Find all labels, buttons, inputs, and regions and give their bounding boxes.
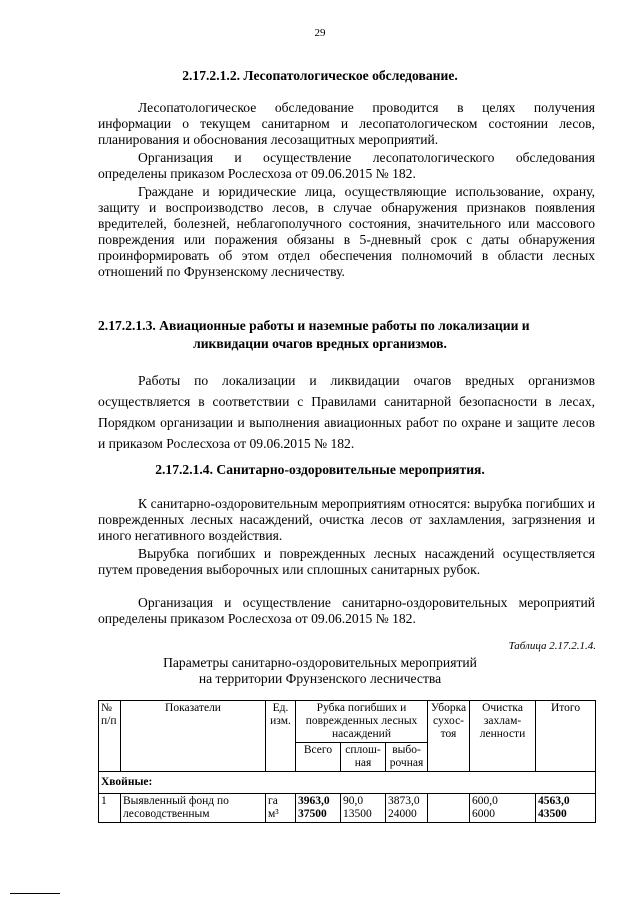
cell-value: 90,0: [343, 795, 364, 807]
cell-value: 4563,0: [538, 795, 570, 807]
header-felling-total: Всего: [296, 743, 341, 772]
table-title-line: на территории Фрунзенского лесничества: [198, 671, 442, 686]
header-felling-selective: выбо-рочная: [386, 743, 428, 772]
paragraph: Вырубка погибших и поврежденных лесных насаждений осуществляется путем проведения выборочных или сплошных санитарных рубок.: [98, 546, 595, 577]
section-heading-aviation-works-line1: 2.17.2.1.3. Авиационные работы и наземные работы по локализации и: [98, 318, 530, 333]
cell-unit-line: га: [268, 795, 278, 807]
cell-unit: [266, 794, 296, 823]
cell-deadwood: [428, 794, 470, 823]
cell-felling-total: [296, 794, 341, 823]
header-deadwood: Уборка сухос-тоя: [428, 701, 470, 772]
paragraph: Работы по локализации и ликвидации очагов вредных организмов осуществляется в соответствии с Правилами санитарной безопасности в лесах, Порядком организации и выполнения авиационных работ по охране и защите лесов и приказом Рослесхоза от 09.06.2015 № 182.: [98, 373, 595, 451]
header-felling: Рубка погибших и поврежденных лесных насаждений: [296, 701, 428, 743]
header-felling-clear: сплош-ная: [341, 743, 386, 772]
cell-value: 3963,0: [298, 795, 330, 807]
group-label-conifers: Хвойные:: [99, 772, 596, 794]
table-title-line: Параметры санитарно-оздоровительных мероприятий: [163, 655, 477, 670]
paragraph: Лесопатологическое обследование проводится в целях получения информации о текущем санитарном и лесопатологическом состоянии лесов, планирования и обоснования лесозащитных мероприятий.: [98, 100, 595, 147]
paragraph: Граждане и юридические лица, осуществляющие использование, охрану, защиту и воспроизводство лесов, в случае обнаружения признаков появления вредителей, болезней, неблагополучного состояния, значительного или массового повреждения или поражения обязаны в 5-дневный срок с даты обнаружения проинформировать об этом отдел обеспечения полномочий в области лесных отношений по Фрунзенскому лесничеству.: [98, 184, 595, 279]
cell-value: 37500: [298, 808, 327, 820]
header-unit: Ед. изм.: [266, 701, 296, 772]
cell-cleaning: [470, 794, 536, 823]
header-cleaning: Очистка захлам-ленности: [470, 701, 536, 772]
cell-felling-clear: [341, 794, 386, 823]
section-heading-sanitary-measures: 2.17.2.1.4. Санитарно-оздоровительные мероприятия.: [155, 462, 485, 477]
header-indicators: Показатели: [121, 701, 266, 772]
paragraph: Организация и осуществление санитарно-оздоровительных мероприятий определены приказом Рослесхоза от 09.06.2015 № 182.: [98, 595, 595, 626]
cell-indicator-line: Выявленный фонд по: [123, 795, 229, 807]
cell-value: 600,0: [472, 795, 498, 807]
footnote-separator: [10, 893, 60, 894]
cell-felling-selective: [386, 794, 428, 823]
table-group-row: [99, 772, 596, 794]
cell-total: [536, 794, 596, 823]
header-num: № п/п: [99, 701, 121, 772]
sanitary-measures-table: [98, 700, 596, 823]
cell-value: 3873,0: [388, 795, 420, 807]
page-number: 29: [314, 27, 326, 39]
cell-unit-line: м³: [268, 808, 279, 820]
section-heading-forest-survey: 2.17.2.1.2. Лесопатологическое обследование.: [182, 68, 458, 83]
cell-indicator: [121, 794, 266, 823]
table-title: [0, 655, 640, 687]
table-row: [99, 794, 596, 823]
section-heading-aviation-works-line2: ликвидации очагов вредных организмов.: [193, 336, 447, 351]
cell-value: 24000: [388, 808, 417, 820]
paragraph: Организация и осуществление лесопатологического обследования определены приказом Рослесхоза от 09.06.2015 № 182.: [98, 150, 595, 181]
header-total: Итого: [536, 701, 596, 772]
paragraph: К санитарно-оздоровительным мероприятиям относятся: вырубка погибших и поврежденных лесных насаждений, очистка лесов от захламления, загрязнения и иного негативного воздействия.: [98, 496, 595, 543]
cell-value: 13500: [343, 808, 372, 820]
cell-num: 1: [99, 794, 121, 823]
cell-indicator-line: лесоводственным: [123, 808, 210, 820]
cell-value: 6000: [472, 808, 496, 820]
table-header-row: [99, 701, 596, 743]
cell-value: 43500: [538, 808, 567, 820]
table-caption: Таблица 2.17.2.1.4.: [508, 640, 596, 652]
